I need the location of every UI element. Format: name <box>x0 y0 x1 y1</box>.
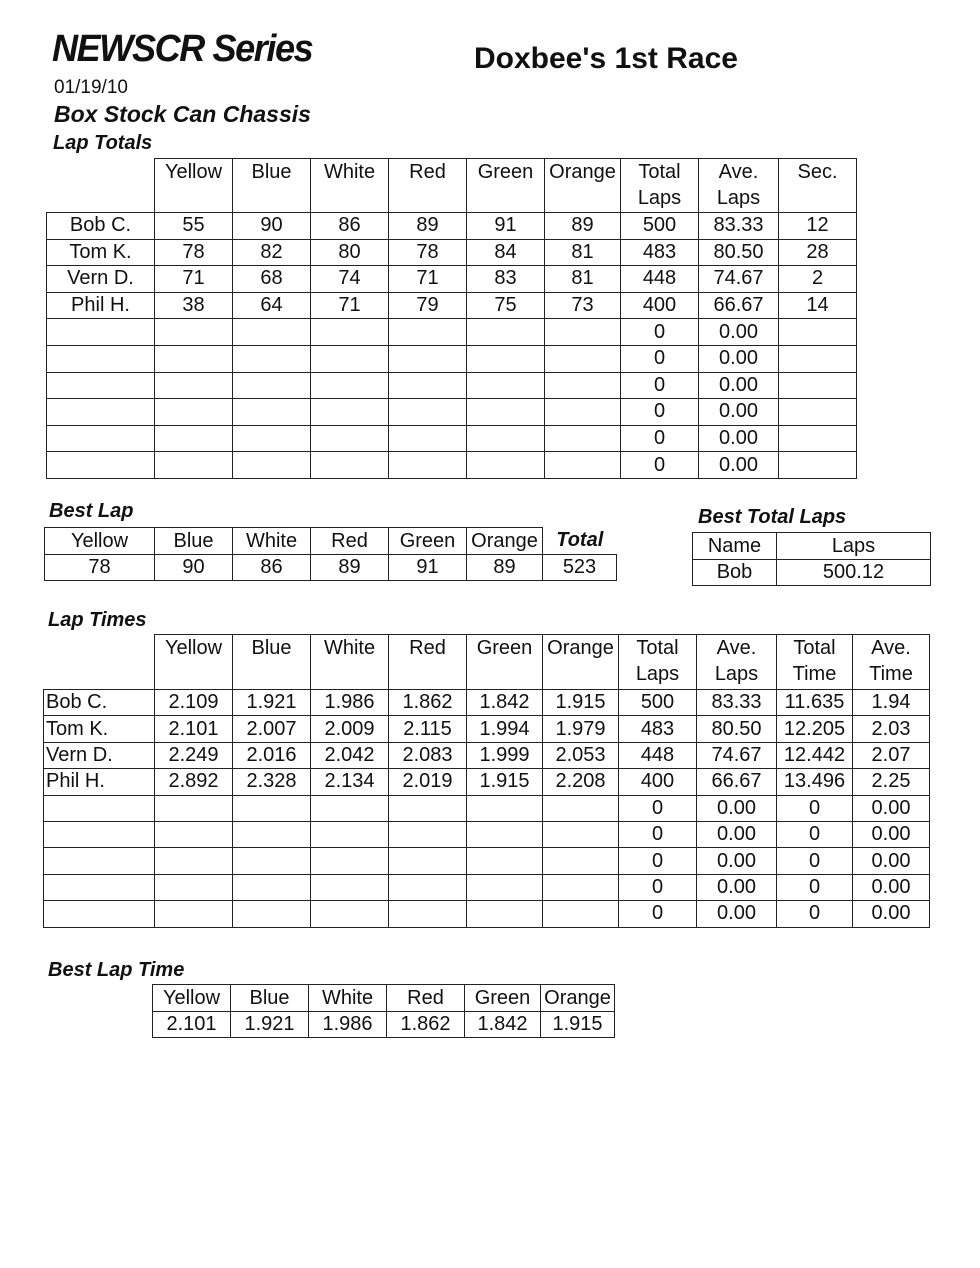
table-cell: 0 <box>619 874 697 900</box>
table-cell: 83.33 <box>699 213 779 240</box>
best-total-laps-value-row <box>693 560 931 586</box>
table-cell: 74 <box>311 266 389 293</box>
table-cell <box>155 345 233 372</box>
table-cell: 500 <box>621 213 699 240</box>
driver-name-cell <box>44 901 155 927</box>
table-cell <box>389 795 467 821</box>
best-lap-value: 91 <box>389 555 467 581</box>
table-cell: 0 <box>621 345 699 372</box>
table-cell: 0.00 <box>699 319 779 346</box>
table-cell <box>545 399 621 426</box>
table-cell: 0.00 <box>697 901 777 927</box>
col-header: Total Laps <box>621 159 699 213</box>
table-cell <box>155 795 233 821</box>
table-cell: 0 <box>621 319 699 346</box>
col-header: Total Time <box>777 635 853 690</box>
best-lap-value: 86 <box>233 555 311 581</box>
corner-cell <box>44 635 155 690</box>
series-title: NEWSCR Series <box>52 28 313 70</box>
table-cell <box>389 874 467 900</box>
col-header: Orange <box>467 528 543 555</box>
table-cell: 0 <box>621 372 699 399</box>
table-cell <box>467 372 545 399</box>
table-cell <box>311 795 389 821</box>
table-cell <box>155 901 233 927</box>
table-row <box>44 874 930 900</box>
table-row <box>47 345 857 372</box>
table-cell <box>779 372 857 399</box>
col-header: Yellow <box>155 159 233 213</box>
table-cell: 1.994 <box>467 716 543 742</box>
class-name: Box Stock Can Chassis <box>54 101 311 127</box>
table-cell <box>311 901 389 927</box>
driver-name-cell <box>47 372 155 399</box>
table-cell <box>311 345 389 372</box>
table-row <box>47 399 857 426</box>
table-cell: 89 <box>389 213 467 240</box>
table-cell <box>389 848 467 874</box>
col-header: Total Laps <box>619 635 697 690</box>
table-cell: 0.00 <box>699 399 779 426</box>
table-cell: 0.00 <box>697 795 777 821</box>
table-cell <box>545 319 621 346</box>
table-cell: 2.134 <box>311 769 389 795</box>
table-cell: 81 <box>545 266 621 293</box>
table-cell <box>155 848 233 874</box>
driver-name-cell: Phil H. <box>44 769 155 795</box>
table-cell: 1.94 <box>853 690 930 716</box>
table-cell <box>779 345 857 372</box>
table-cell <box>233 319 311 346</box>
lap-times-header-row <box>44 635 930 690</box>
table-cell <box>779 452 857 479</box>
lap-times-table <box>43 634 930 928</box>
table-cell <box>233 795 311 821</box>
table-row <box>44 769 930 795</box>
table-cell: 2.208 <box>543 769 619 795</box>
table-cell: 38 <box>155 292 233 319</box>
table-cell <box>233 345 311 372</box>
best-lap-time-value: 1.842 <box>465 1012 541 1038</box>
table-cell: 75 <box>467 292 545 319</box>
col-header: White <box>311 635 389 690</box>
driver-name-cell <box>44 874 155 900</box>
table-cell: 0 <box>621 399 699 426</box>
table-cell: 2.053 <box>543 742 619 768</box>
table-cell <box>233 848 311 874</box>
table-cell: 80.50 <box>699 239 779 266</box>
best-lap-time-value: 2.101 <box>153 1012 231 1038</box>
table-cell: 2.007 <box>233 716 311 742</box>
table-cell: 79 <box>389 292 467 319</box>
col-header: Red <box>389 159 467 213</box>
driver-name-cell: Tom K. <box>47 239 155 266</box>
table-cell: 78 <box>389 239 467 266</box>
table-cell: 448 <box>619 742 697 768</box>
table-cell <box>155 319 233 346</box>
table-cell: 89 <box>545 213 621 240</box>
col-header: Red <box>387 985 465 1012</box>
col-header: Orange <box>545 159 621 213</box>
table-cell: 0 <box>777 901 853 927</box>
table-cell: 1.862 <box>389 690 467 716</box>
table-cell: 73 <box>545 292 621 319</box>
table-cell <box>389 399 467 426</box>
table-cell <box>233 901 311 927</box>
table-cell: 80.50 <box>697 716 777 742</box>
table-row <box>44 821 930 847</box>
table-cell: 28 <box>779 239 857 266</box>
table-cell: 12.442 <box>777 742 853 768</box>
table-cell <box>467 821 543 847</box>
col-header: White <box>311 159 389 213</box>
table-cell <box>233 399 311 426</box>
table-cell <box>779 319 857 346</box>
table-cell <box>545 372 621 399</box>
table-cell: 0.00 <box>853 848 930 874</box>
table-cell: 0.00 <box>697 874 777 900</box>
table-row <box>44 901 930 927</box>
table-cell: 0.00 <box>699 452 779 479</box>
col-header: Green <box>467 159 545 213</box>
table-row <box>44 848 930 874</box>
table-cell <box>389 319 467 346</box>
table-cell <box>311 399 389 426</box>
col-header: Orange <box>543 635 619 690</box>
table-cell: 2.03 <box>853 716 930 742</box>
table-cell <box>545 345 621 372</box>
table-cell: 74.67 <box>699 266 779 293</box>
table-row <box>47 239 857 266</box>
table-cell <box>467 425 545 452</box>
best-total-laps-title: Best Total Laps <box>698 506 847 528</box>
table-cell <box>467 345 545 372</box>
table-cell <box>467 874 543 900</box>
table-cell: 0 <box>777 848 853 874</box>
table-cell: 400 <box>619 769 697 795</box>
driver-name-cell <box>44 821 155 847</box>
table-row <box>47 452 857 479</box>
race-date: 01/19/10 <box>54 77 128 98</box>
driver-name-cell: Bob C. <box>44 690 155 716</box>
table-cell: 71 <box>311 292 389 319</box>
table-cell: 81 <box>545 239 621 266</box>
table-cell: 11.635 <box>777 690 853 716</box>
table-cell: 2.25 <box>853 769 930 795</box>
col-header: Blue <box>233 635 311 690</box>
table-row <box>47 213 857 240</box>
table-cell: 483 <box>619 716 697 742</box>
table-cell: 0 <box>619 901 697 927</box>
table-cell: 2.328 <box>233 769 311 795</box>
best-lap-value: 89 <box>467 555 543 581</box>
table-cell <box>311 372 389 399</box>
table-cell <box>545 452 621 479</box>
table-cell: 1.979 <box>543 716 619 742</box>
driver-name-cell: Bob C. <box>47 213 155 240</box>
table-cell: 71 <box>155 266 233 293</box>
table-cell: 12 <box>779 213 857 240</box>
table-cell <box>155 399 233 426</box>
table-row <box>44 742 930 768</box>
best-total-laps-value: 500.12 <box>777 560 931 586</box>
best-lap-time-value: 1.921 <box>231 1012 309 1038</box>
table-row <box>44 716 930 742</box>
best-total-laps-header-row <box>693 533 931 560</box>
lap-times-title: Lap Times <box>48 609 147 631</box>
table-cell: 71 <box>389 266 467 293</box>
best-lap-value-row <box>45 555 617 581</box>
table-cell: 0.00 <box>853 901 930 927</box>
table-cell <box>543 874 619 900</box>
table-cell: 2.016 <box>233 742 311 768</box>
col-header: Blue <box>155 528 233 555</box>
table-cell <box>311 848 389 874</box>
table-cell: 2 <box>779 266 857 293</box>
table-row <box>47 292 857 319</box>
table-cell: 2.101 <box>155 716 233 742</box>
table-cell: 483 <box>621 239 699 266</box>
col-header: Blue <box>233 159 311 213</box>
table-cell: 14 <box>779 292 857 319</box>
table-cell <box>155 821 233 847</box>
table-cell: 500 <box>619 690 697 716</box>
table-cell <box>543 901 619 927</box>
driver-name-cell <box>44 848 155 874</box>
col-header: Orange <box>541 985 615 1012</box>
best-lap-time-value: 1.915 <box>541 1012 615 1038</box>
table-cell <box>155 372 233 399</box>
table-cell <box>311 319 389 346</box>
table-cell: 0.00 <box>853 874 930 900</box>
table-cell <box>155 874 233 900</box>
table-cell <box>311 425 389 452</box>
best-total-name: Bob <box>693 560 777 586</box>
table-cell: 2.115 <box>389 716 467 742</box>
col-header: Ave. Laps <box>697 635 777 690</box>
col-header: Green <box>467 635 543 690</box>
table-cell: 0 <box>619 821 697 847</box>
col-header: Sec. <box>779 159 857 213</box>
table-cell: 82 <box>233 239 311 266</box>
col-header: Ave. Laps <box>699 159 779 213</box>
best-lap-value: 89 <box>311 555 389 581</box>
table-cell <box>233 874 311 900</box>
table-cell: 0 <box>619 795 697 821</box>
table-cell: 13.496 <box>777 769 853 795</box>
table-cell <box>311 821 389 847</box>
table-cell: 55 <box>155 213 233 240</box>
table-cell: 74.67 <box>697 742 777 768</box>
table-cell <box>543 848 619 874</box>
table-row <box>47 372 857 399</box>
table-cell <box>155 452 233 479</box>
table-cell: 2.892 <box>155 769 233 795</box>
table-cell <box>545 425 621 452</box>
table-cell: 1.999 <box>467 742 543 768</box>
col-header: Yellow <box>155 635 233 690</box>
table-cell: 64 <box>233 292 311 319</box>
best-lap-table <box>44 527 617 581</box>
table-cell: 12.205 <box>777 716 853 742</box>
table-cell <box>389 345 467 372</box>
table-cell: 83.33 <box>697 690 777 716</box>
table-cell: 2.109 <box>155 690 233 716</box>
table-cell: 0.00 <box>699 345 779 372</box>
table-cell <box>467 452 545 479</box>
table-cell: 448 <box>621 266 699 293</box>
table-cell: 1.921 <box>233 690 311 716</box>
table-cell <box>779 399 857 426</box>
table-cell <box>779 425 857 452</box>
driver-name-cell: Tom K. <box>44 716 155 742</box>
table-cell: 86 <box>311 213 389 240</box>
table-cell <box>543 795 619 821</box>
table-cell: 0 <box>777 795 853 821</box>
table-cell: 400 <box>621 292 699 319</box>
col-header: Laps <box>777 533 931 560</box>
table-cell <box>467 399 545 426</box>
table-cell: 0.00 <box>697 821 777 847</box>
lap-totals-title: Lap Totals <box>53 132 153 154</box>
table-cell: 90 <box>233 213 311 240</box>
best-lap-time-value: 1.986 <box>309 1012 387 1038</box>
driver-name-cell: Vern D. <box>44 742 155 768</box>
table-cell: 91 <box>467 213 545 240</box>
table-cell: 0.00 <box>853 795 930 821</box>
col-header: Yellow <box>153 985 231 1012</box>
table-row <box>47 319 857 346</box>
table-cell: 0.00 <box>699 372 779 399</box>
col-header: Ave. Time <box>853 635 930 690</box>
driver-name-cell: Phil H. <box>47 292 155 319</box>
table-cell <box>233 372 311 399</box>
table-cell: 2.249 <box>155 742 233 768</box>
table-cell: 0 <box>621 452 699 479</box>
table-row <box>47 266 857 293</box>
table-cell <box>467 901 543 927</box>
table-cell <box>543 821 619 847</box>
col-header: White <box>233 528 311 555</box>
col-header: White <box>309 985 387 1012</box>
col-header: Red <box>389 635 467 690</box>
table-cell <box>389 821 467 847</box>
table-cell: 0 <box>777 874 853 900</box>
col-header: Green <box>465 985 541 1012</box>
best-lap-value: 90 <box>155 555 233 581</box>
best-total-laps-table <box>692 532 931 586</box>
table-row <box>44 690 930 716</box>
total-label: Total <box>556 529 604 552</box>
best-lap-time-title: Best Lap Time <box>48 959 185 981</box>
table-cell <box>155 425 233 452</box>
table-cell: 1.915 <box>543 690 619 716</box>
table-cell: 78 <box>155 239 233 266</box>
table-cell <box>389 452 467 479</box>
table-cell: 0.00 <box>853 821 930 847</box>
table-cell: 2.083 <box>389 742 467 768</box>
best-lap-total: 523 <box>543 555 617 581</box>
driver-name-cell <box>44 795 155 821</box>
driver-name-cell <box>47 319 155 346</box>
table-cell <box>233 821 311 847</box>
table-row <box>47 425 857 452</box>
table-cell <box>233 452 311 479</box>
best-lap-value: 78 <box>45 555 155 581</box>
table-cell: 0 <box>777 821 853 847</box>
table-cell <box>233 425 311 452</box>
table-cell: 66.67 <box>699 292 779 319</box>
table-cell: 0 <box>619 848 697 874</box>
table-cell <box>467 795 543 821</box>
table-cell: 66.67 <box>697 769 777 795</box>
table-cell: 84 <box>467 239 545 266</box>
table-cell <box>389 372 467 399</box>
col-header: Yellow <box>45 528 155 555</box>
table-cell: 1.986 <box>311 690 389 716</box>
corner-cell <box>47 159 155 213</box>
table-cell: 2.009 <box>311 716 389 742</box>
table-cell: 2.019 <box>389 769 467 795</box>
table-row <box>44 795 930 821</box>
driver-name-cell <box>47 399 155 426</box>
best-lap-time-value-row <box>153 1012 615 1038</box>
table-cell: 0.00 <box>699 425 779 452</box>
table-cell: 0.00 <box>697 848 777 874</box>
best-lap-title: Best Lap <box>49 500 134 522</box>
lap-totals-header-row <box>47 159 857 213</box>
table-cell: 0 <box>621 425 699 452</box>
driver-name-cell <box>47 452 155 479</box>
driver-name-cell <box>47 345 155 372</box>
col-header: Blue <box>231 985 309 1012</box>
driver-name-cell <box>47 425 155 452</box>
table-cell <box>311 874 389 900</box>
table-cell <box>311 452 389 479</box>
table-cell <box>389 901 467 927</box>
table-cell: 1.915 <box>467 769 543 795</box>
col-header: Green <box>389 528 467 555</box>
table-cell: 68 <box>233 266 311 293</box>
table-cell <box>467 319 545 346</box>
best-lap-time-header-row <box>153 985 615 1012</box>
best-lap-header-row <box>45 528 617 555</box>
table-cell <box>467 848 543 874</box>
table-cell: 2.042 <box>311 742 389 768</box>
table-cell: 2.07 <box>853 742 930 768</box>
race-title: Doxbee's 1st Race <box>474 42 738 75</box>
col-header: Red <box>311 528 389 555</box>
best-lap-time-table <box>152 984 615 1038</box>
best-lap-time-value: 1.862 <box>387 1012 465 1038</box>
table-cell: 83 <box>467 266 545 293</box>
table-cell <box>389 425 467 452</box>
table-cell: 1.842 <box>467 690 543 716</box>
lap-totals-table <box>46 158 857 479</box>
col-header: Name <box>693 533 777 560</box>
table-cell: 80 <box>311 239 389 266</box>
driver-name-cell: Vern D. <box>47 266 155 293</box>
